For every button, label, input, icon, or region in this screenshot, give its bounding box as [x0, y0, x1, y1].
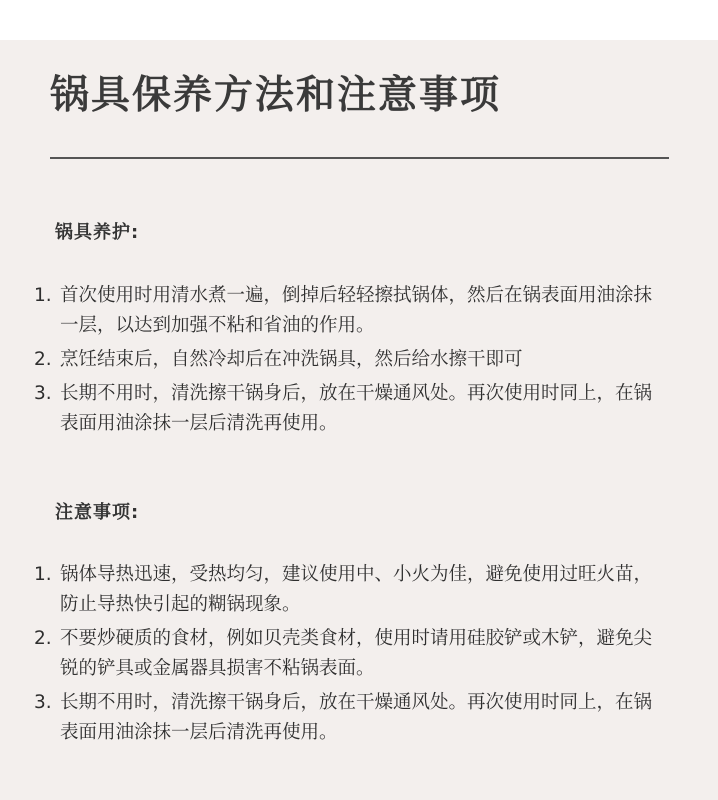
top-band: [0, 0, 718, 40]
care-list: [34, 281, 664, 443]
item-number: 1.: [34, 285, 52, 306]
item-text: 不要炒硬质的食材，例如贝壳类食材，使用时请用硅胶铲或木铲，避免尖锐的铲具或金属器具损害不粘锅表面。: [60, 628, 653, 679]
item-number: 1.: [34, 564, 52, 585]
item-number: 3.: [34, 692, 52, 713]
list-item: [34, 560, 664, 620]
notes-list: [34, 560, 664, 752]
item-text: 长期不用时，清洗擦干锅身后，放在干燥通风处。再次使用时同上，在锅表面用油涂抹一层后清洗再使用。: [60, 692, 653, 743]
list-item: [34, 345, 664, 375]
page-title: 锅具保养方法和注意事项: [50, 73, 502, 118]
item-text: 锅体导热迅速，受热均匀，建议使用中、小火为佳，避免使用过旺火苗，防止导热快引起的糊锅现象。: [60, 564, 653, 615]
section-heading-notes: 注意事项:: [55, 502, 140, 523]
item-text: 首次使用时用清水煮一遍，倒掉后轻轻擦拭锅体，然后在锅表面用油涂抹一层，以达到加强不粘和省油的作用。: [60, 285, 653, 336]
list-item: [34, 379, 664, 439]
item-number: 2.: [34, 628, 52, 649]
list-item: [34, 688, 664, 748]
item-text: 长期不用时，清洗擦干锅身后，放在干燥通风处。再次使用时同上，在锅表面用油涂抹一层后清洗再使用。: [60, 383, 653, 434]
item-text: 烹饪结束后，自然冷却后在冲洗锅具，然后给水擦干即可: [60, 349, 523, 370]
list-item: [34, 624, 664, 684]
item-number: 2.: [34, 349, 52, 370]
list-item: [34, 281, 664, 341]
title-divider: [50, 157, 669, 159]
section-heading-care: 锅具养护:: [55, 222, 140, 243]
item-number: 3.: [34, 383, 52, 404]
